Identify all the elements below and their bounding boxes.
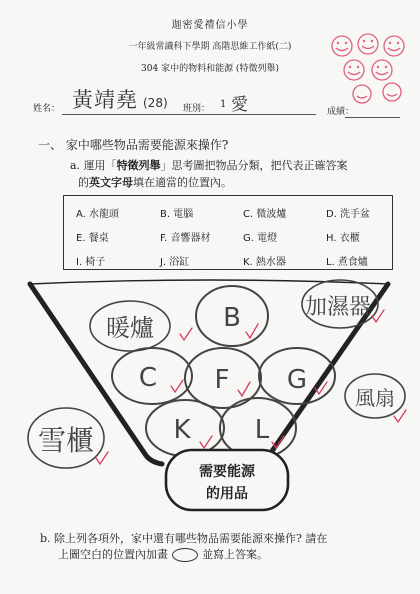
added-answer-text: 暖爐 bbox=[106, 314, 154, 342]
smiley-stamp-icon bbox=[322, 26, 418, 106]
option-item: K. 熱水器 bbox=[243, 257, 286, 268]
oval-symbol-icon bbox=[172, 548, 198, 562]
option-item: F. 音響器材 bbox=[160, 233, 211, 244]
option-item: A. 水龍頭 bbox=[76, 209, 120, 220]
center-label-line2: 的用品 bbox=[206, 486, 248, 502]
score-label: 成績： bbox=[327, 107, 355, 117]
attribute-listing-diagram bbox=[0, 270, 420, 526]
answer-letter: B bbox=[223, 303, 241, 333]
answer-letter: G bbox=[286, 365, 308, 395]
option-item: L. 煮食爐 bbox=[326, 257, 368, 268]
option-item: B. 電腦 bbox=[160, 209, 194, 220]
score-underline bbox=[345, 117, 400, 118]
class-grade: 1 bbox=[220, 99, 227, 110]
center-label-line1: 需要能源 bbox=[199, 464, 255, 480]
question-1b-line2: 上圖空白的位置內加畫 並寫上答案。 bbox=[58, 548, 268, 561]
class-number: (28) bbox=[143, 96, 168, 110]
class-name: 愛 bbox=[231, 95, 248, 115]
question-1a-line2: 的英文字母填在適當的位置內。 bbox=[78, 176, 232, 189]
worksheet-topic: 304 家中的物料和能源 (特徵列舉) bbox=[141, 64, 279, 74]
answer-letter: C bbox=[138, 363, 158, 393]
option-item: G. 電燈 bbox=[243, 233, 278, 244]
option-item: C. 微波爐 bbox=[243, 209, 287, 220]
option-item: H. 衣櫃 bbox=[326, 233, 360, 244]
answer-letter: L bbox=[254, 415, 270, 445]
name-underline bbox=[62, 114, 316, 115]
option-item: D. 洗手盆 bbox=[326, 209, 371, 220]
name-label: 姓名： bbox=[33, 104, 61, 114]
added-answer-text: 風扇 bbox=[355, 386, 395, 410]
question-1-title: 一、 家中哪些物品需要能源來操作? bbox=[38, 138, 229, 152]
question-1a-line1: a. 運用「特徵列舉」思考圖把物品分類，把代表正確答案 bbox=[70, 159, 348, 172]
answer-letter: F bbox=[214, 365, 230, 395]
question-1b-line1: b. 除上列各項外，家中還有哪些物品需要能源來操作? 請在 bbox=[40, 532, 328, 545]
school-name: 迦密愛禮信小學 bbox=[171, 20, 249, 31]
option-item: E. 餐桌 bbox=[76, 233, 109, 244]
answer-letter: K bbox=[173, 415, 191, 445]
option-item: I. 椅子 bbox=[76, 257, 106, 268]
class-label: 班別： bbox=[183, 104, 211, 114]
student-name: 黃靖堯 bbox=[72, 88, 138, 112]
added-answer-text: 雪櫃 bbox=[37, 424, 95, 457]
added-answer-text: 加濕器 bbox=[304, 295, 372, 320]
option-item: J. 浴缸 bbox=[160, 257, 190, 268]
worksheet-title: 一年級常識科下學期 高階思維工作紙(二) bbox=[128, 42, 292, 52]
